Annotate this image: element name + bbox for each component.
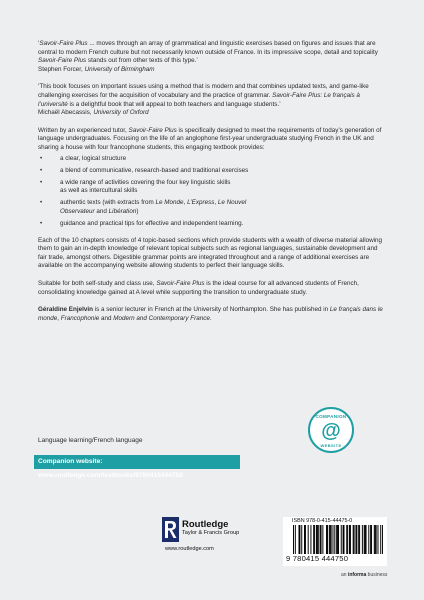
bullet-icon: • bbox=[40, 154, 43, 162]
bullet-icon: • bbox=[40, 220, 43, 228]
feature-item: • a wide range of activities covering the four key linguistic skills as well as intercultural skills bbox=[40, 178, 231, 195]
companion-website-badge bbox=[308, 407, 354, 453]
feature-item: • a blend of communicative, research-based and traditional exercises bbox=[40, 166, 249, 174]
bullet-icon: • bbox=[40, 199, 43, 207]
category-label: Language learning/French language bbox=[38, 437, 143, 444]
feature-list bbox=[38, 155, 388, 229]
quote-text: ‘This book focuses on important issues using a method that is modern and that combines updated texts, and game-like challenging exercises for the acquisition of vocabulary and the practice of grammar. Savoir-Faire Plus: Le français à l’université is a delightful book that will appeal to both teachers and language students.’ bbox=[38, 83, 369, 108]
informa-business-label: an informa business bbox=[341, 572, 388, 578]
publisher-website: www.routledge.com bbox=[165, 546, 214, 552]
bullet-icon: • bbox=[40, 178, 43, 186]
publisher-name: Routledge bbox=[182, 519, 229, 530]
isbn-number: ISBN 978-0-415-44475-0 bbox=[292, 518, 353, 524]
badge-bottom-text: WEBSITE bbox=[320, 443, 342, 448]
barcode-digits: 9 780415 444750 bbox=[286, 554, 349, 563]
routledge-logo-icon bbox=[162, 517, 179, 542]
barcode-icon bbox=[293, 525, 383, 554]
publisher-group: Taylor & Francis Group bbox=[182, 530, 240, 536]
chapters-paragraph: Each of the 10 chapters consists of 4 topic-based sections which provide students with a wealth of diverse material allowing them to gain an in-depth knowledge of relevant topical subjects such as regional languages, sustainable development and fair trade, amongst others. Digestible grammar points are integrated throughout and a range of additional exercises are available on the accompanying website allowing students to perfect their language skills. bbox=[38, 236, 383, 270]
quote-attribution: Stephen Forcer, University of Birmingham bbox=[38, 65, 155, 73]
review-quote-1 bbox=[38, 40, 388, 74]
at-symbol-icon: @ bbox=[321, 420, 341, 442]
quote-attribution: Michaël Abecassis, University of Oxford bbox=[38, 109, 149, 117]
companion-website-bar: Companion website: www.routledge.com/textbooks/9780415444750 bbox=[34, 455, 240, 469]
badge-top-text: COMPANION bbox=[315, 414, 347, 419]
quote-text: ‘Savoir-Faire Plus ... moves through an array of grammatical and linguistic exercises based on figures and issues that are central to modern French culture but not necessarily known outside of France. In its impressive scope, detail and topicality Savoir-Faire Plus stands out from other texts of this type.’ bbox=[38, 40, 378, 65]
review-quote-2 bbox=[38, 83, 388, 117]
suitability-paragraph: Suitable for both self-study and class use, Savoir-Faire Plus is the ideal course for all advanced students of French, consolidating knowledge gained at A level while supporting the transition to undergraduate study. bbox=[38, 280, 359, 296]
bullet-icon: • bbox=[40, 166, 43, 174]
feature-item: • a clear, logical structure bbox=[40, 154, 127, 162]
author-bio: Géraldine Enjelvin is a senior lecturer in French at the University of Northampton. She has published in Le français dans le monde, Francophonie and Modern and Contemporary France. bbox=[38, 306, 383, 322]
intro-paragraph: Written by an experienced tutor, Savoir-Faire Plus is specifically designed to meet the requirements of today’s generation of language undergraduates. Focusing on the life of an anglophone first-year undergraduate studying French in the UK and sharing a house with four francophone students, this engaging textbook provides: bbox=[38, 126, 382, 151]
feature-item: • guidance and practical tips for effective and independent learning. bbox=[40, 220, 244, 228]
back-cover-text bbox=[38, 40, 388, 332]
feature-item: • authentic texts (with extracts from Le Monde, L’Express, Le Nouvel Observateur and Libération) bbox=[40, 199, 247, 215]
isbn-barcode-box bbox=[283, 517, 387, 566]
